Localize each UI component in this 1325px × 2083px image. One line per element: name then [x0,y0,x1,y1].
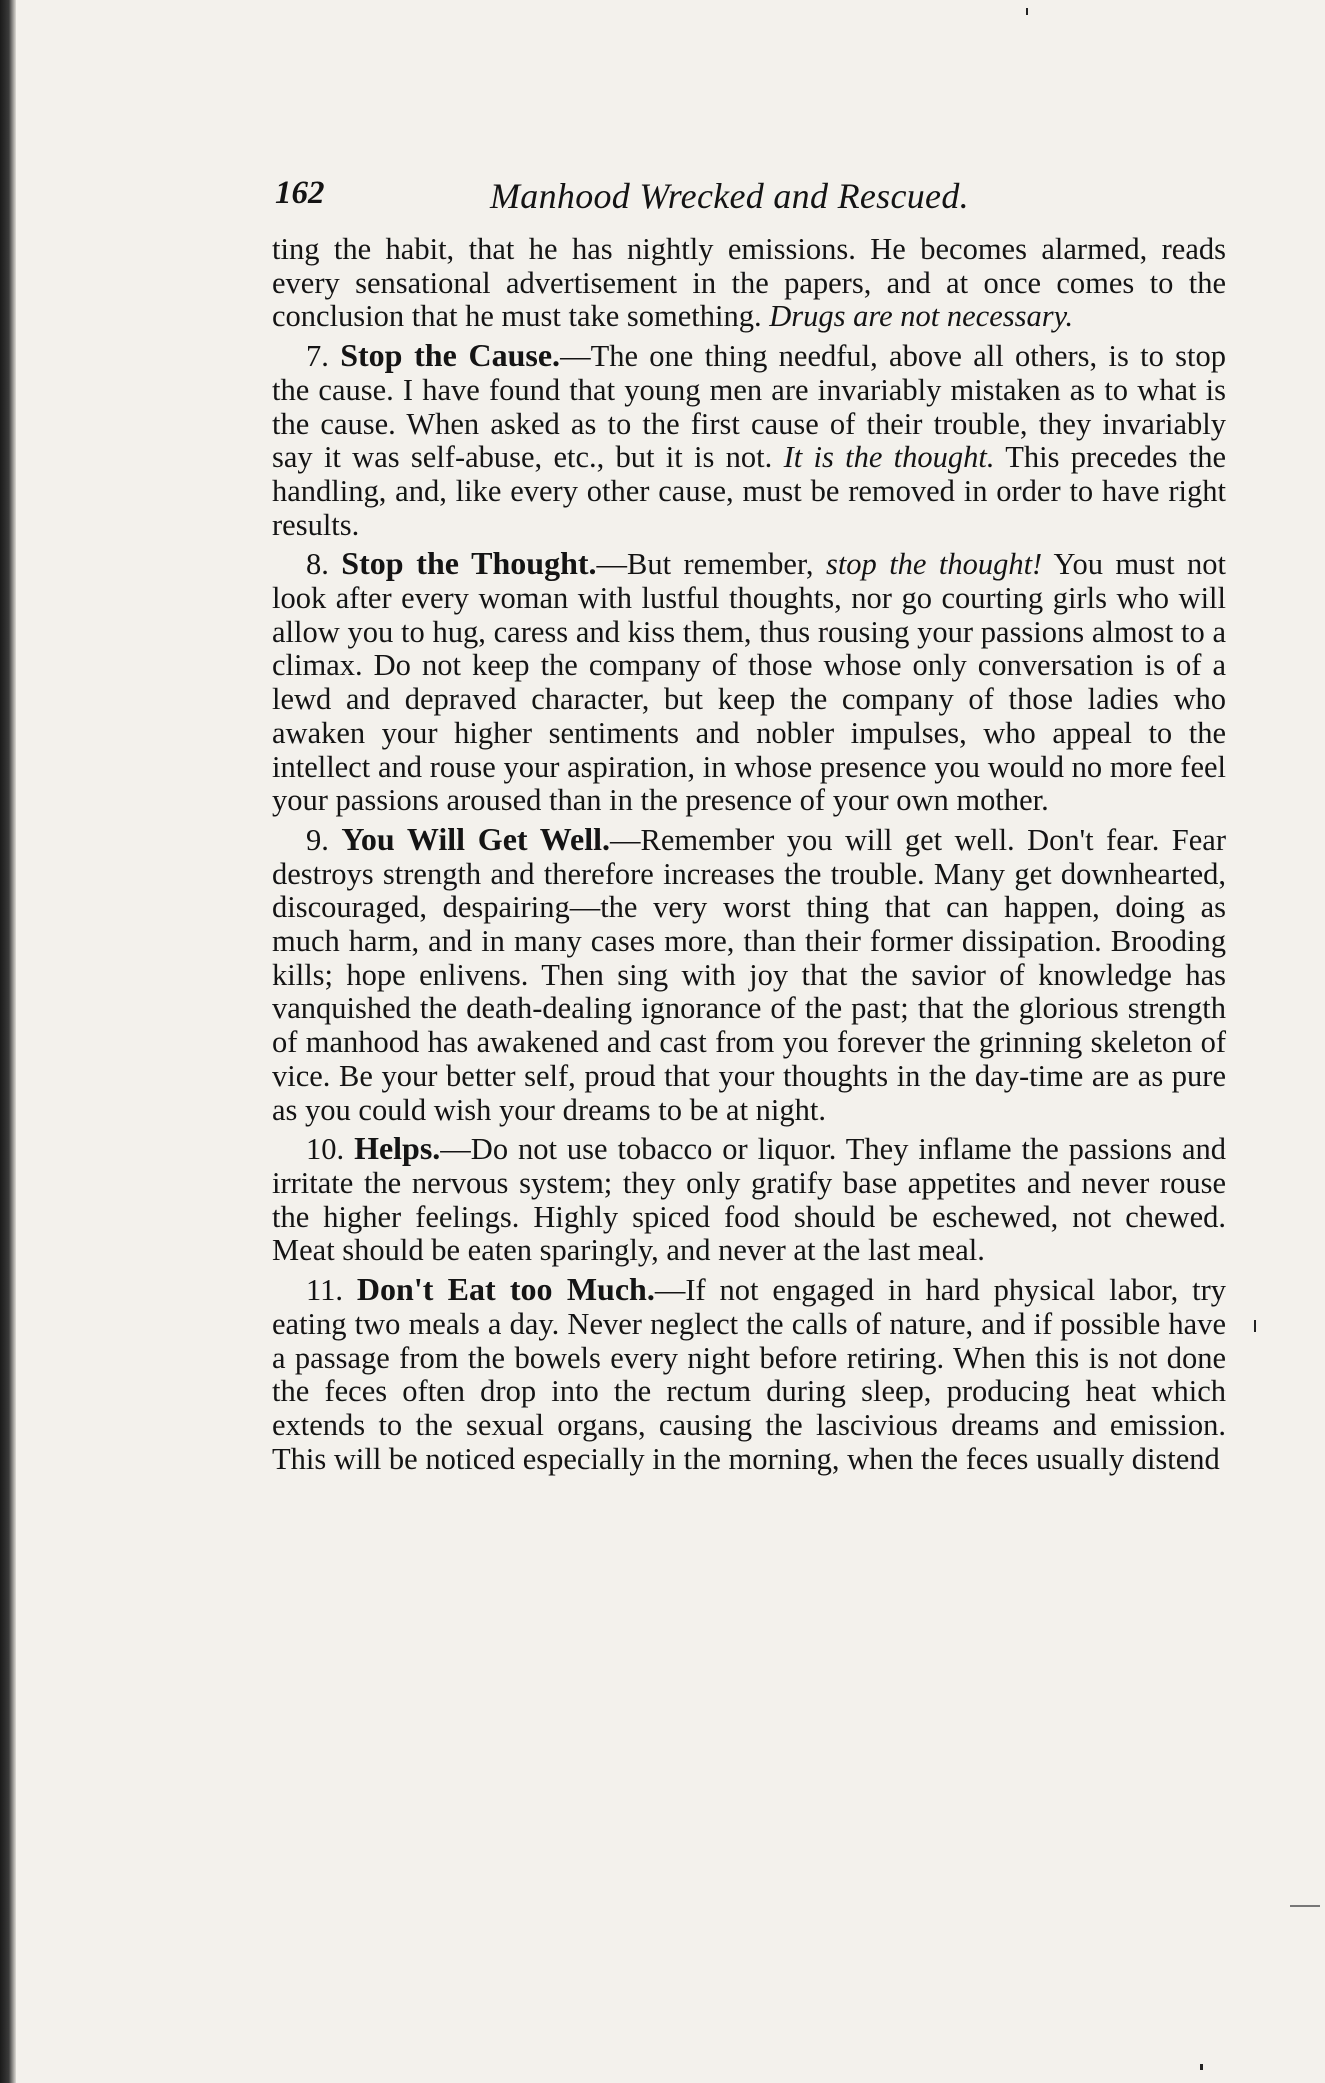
section-number: 9. [306,822,329,857]
intro-text: ting the habit, that he has nightly emissions. He becomes alarmed, reads every sensational advertisement in the papers, and at once comes to the conclusion that he must take something. [272,232,1226,334]
section-number: 10. [306,1132,345,1167]
section-text: —The one thing needful, above all others, is to stop the cause. I have found that young men are invariably mistaken as to what is the cause. When asked as to the first cause of their trouble, they invariably say it was self-abuse, etc., but it is not. [272,339,1227,475]
section-text: —Do not use tobacco or liquor. They inflame the passions and irritate the nervous system; they only gratify base appetites and never rouse the higher feelings. Highly spiced food should be eschewed, not chewed. Meat should be eaten sparingly, and never at the last meal. [272,1132,1226,1268]
section-heading: Stop the Cause. [340,337,561,374]
running-title: Manhood Wrecked and Rescued. [490,176,969,216]
scan-speck [1200,2064,1203,2070]
section-emphasis: It is the thought. [783,440,995,475]
section-8 [272,547,1226,818]
section-text-after: This precedes the handling, and, like every other cause, must be removed in order to have right results. [272,440,1227,542]
intro-paragraph [272,233,1226,334]
section-7 [272,339,1226,542]
section-number: 7. [306,339,329,374]
scan-speck [1254,1320,1256,1332]
section-heading: Stop the Thought. [341,545,597,582]
section-number: 8. [306,547,329,582]
section-10 [272,1132,1226,1268]
book-spine-edge [0,0,16,2083]
section-11 [272,1273,1226,1476]
page-number: 162 [275,175,325,211]
section-text: —Remember you will get well. Don't fear. Fear destroys strength and therefore increases the trouble. Many get downhearted, discouraged, despairing—the very worst thing that can happen, doing as much harm, and in many cases more, than their former dissipation. Brooding kills; hope enlivens. Then sing with joy that the savior of knowledge has vanquished the death-dealing ignorance of the past; that the glorious strength of manhood has awakened and cast from you forever the grinning skeleton of vice. Be your better self, proud that your thoughts in the day-time are as pure as you could wish your dreams to be at night. [272,822,1226,1127]
intro-emphasis: Drugs are not necessary. [769,299,1074,334]
section-heading: Don't Eat too Much. [356,1271,655,1308]
section-9 [272,820,1226,1127]
section-heading: Helps. [354,1130,441,1167]
section-number: 11. [306,1273,343,1308]
section-text: —If not engaged in hard physical labor, try eating two meals a day. Never neglect the calls of nature, and if possible have a passage from the bowels every night before retiring. When this is not done the feces often drop into the rectum during sleep, producing heat which extends to the sexual organs, causing the lascivious dreams and emission. This will be noticed especially in the morning, when the feces usually distend [272,1273,1227,1476]
body-text [272,233,1226,1481]
section-heading: You Will Get Well. [341,820,611,857]
section-text: —But remember, [596,547,814,582]
section-text-after: You must not look after every woman with lustful thoughts, nor go courting girls who will allow you to hug, caress and kiss them, thus rousing your passions almost to a climax. Do not keep the company of those whose only conversation is of a lewd and depraved character, but keep the company of those ladies who awaken your higher sentiments and nobler impulses, who appeal to the intellect and rouse your aspiration, in whose presence you would no more feel your passions aroused than in the presence of your own mother. [272,547,1227,818]
section-emphasis: stop the thought! [825,547,1043,582]
scan-speck [1290,1905,1320,1907]
scan-speck [1026,8,1028,15]
page-header [275,175,1275,225]
